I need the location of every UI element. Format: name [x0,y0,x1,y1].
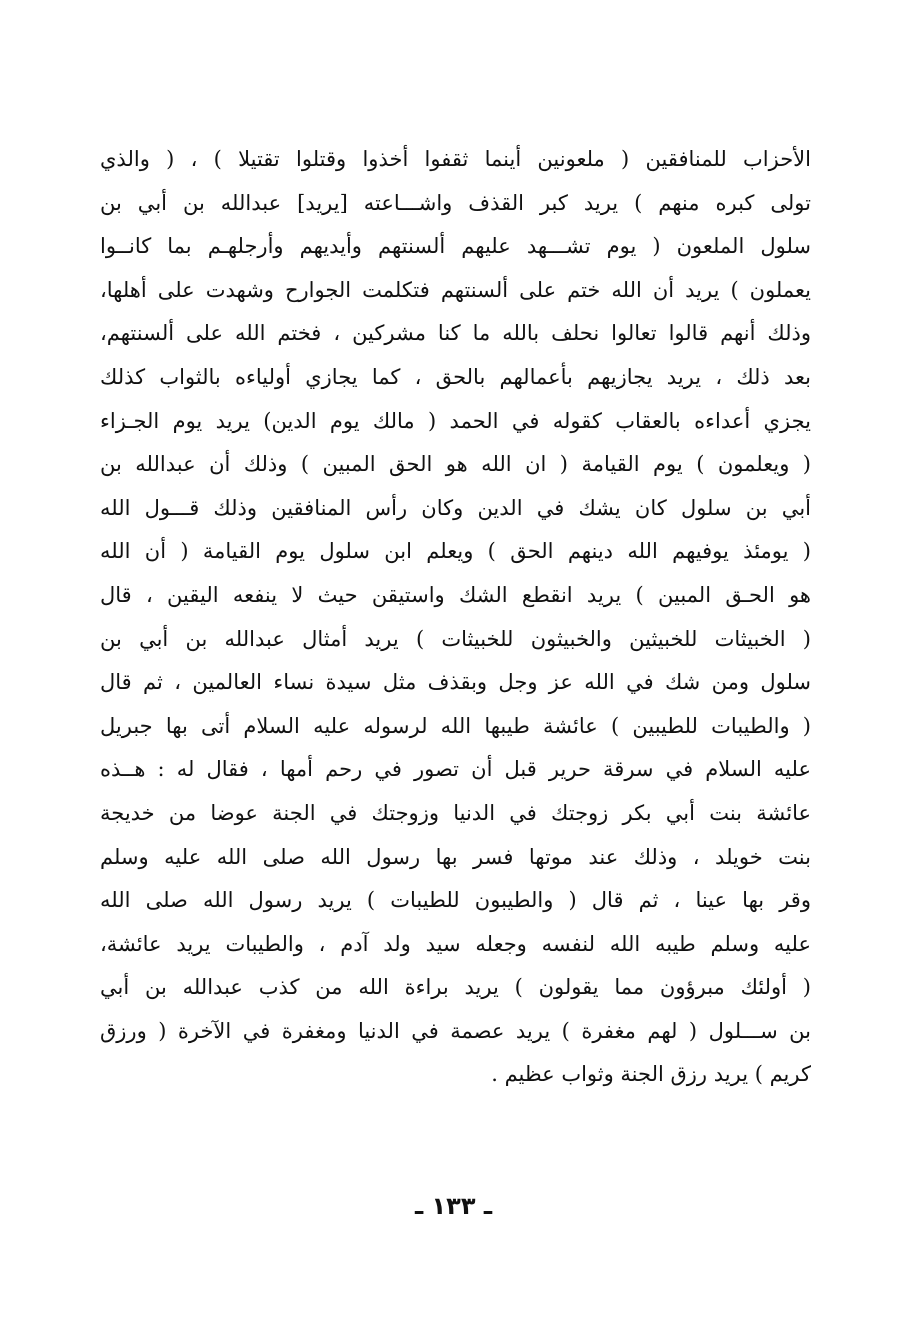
text-line: ( والطيبات للطيبين ) عائشة طيبها الله لرسوله عليه السلام أتى بها جبريل [100,713,811,738]
text-line: بن ســـلول ( لهم مغفرة ) يريد عصمة في الدنيا ومغفرة في الآخرة ( ورزق [100,1018,811,1043]
text-line: أبي بن سلول كان يشك في الدين وكان رأس المنافقين وذلك قـــول الله [100,495,811,520]
text-line: تولى كبره منهم ) يريد كبر القذف واشـــاعته [يريد] عبدالله بن أبي بن [100,190,811,215]
text-line: عليه السلام في سرقة حرير قبل أن تصور في رحم أمها ، فقال له : هــذه [100,757,811,782]
body-text [100,138,811,1097]
text-line: يعملون ) يريد أن الله ختم على ألسنتهم فتكلمت الجوارح وشهدت على أهلها، [100,277,811,302]
text-line: سلول ومن شك في الله عز وجل وبقذف مثل سيدة نساء العالمين ، ثم قال [100,670,811,695]
text-line: الأحزاب للمنافقين ( ملعونين أينما ثقفوا أخذوا وقتلوا تقتيلا ) ، ( والذي [100,147,811,171]
text-line-last: كريم ) يريد رزق الجنة وثواب عظيم . [491,1062,811,1087]
page-number: ـ ١٣٣ ـ [414,1192,493,1220]
text-line: بنت خويلد ، وذلك عند موتها فسر بها رسول الله صلى الله عليه وسلم [100,844,811,869]
text-line: بعد ذلك ، يريد يجازيهم بأعمالهم بالحق ، كما يجازي أولياءه بالثواب كذلك [100,364,811,389]
text-line: يجزي أعداءه بالعقاب كقوله في الحمد ( مالك يوم الدين) يريد يوم الجـزاء [100,408,811,433]
text-line: وذلك أنهم قالوا تعالوا نحلف بالله ما كنا مشركين ، فختم الله على ألسنتهم، [100,321,811,346]
text-line: ( الخبيثات للخبيثين والخبيثون للخبيثات ) يريد أمثال عبدالله بن أبي بن [100,626,811,651]
text-line: ( ويعلمون ) يوم القيامة ( ان الله هو الحق المبين ) وذلك أن عبدالله بن [100,452,811,477]
text-line: عائشة بنت أبي بكر زوجتك في الدنيا وزوجتك في الجنة عوضا من خديجة [100,800,811,825]
text-line: سلول الملعون ( يوم تشـــهد عليهم ألسنتهم وأيديهم وأرجلهـم بما كانــوا [100,234,811,259]
text-line: وقر بها عينا ، ثم قال ( والطيبون للطيبات ) يريد رسول الله صلى الله [100,888,811,913]
text-line: ( أولئك مبرؤون مما يقولون ) يريد براءة الله من كذب عبدالله بن أبي [100,975,811,1000]
text-line: ( يومئذ يوفيهم الله دينهم الحق ) ويعلم ابن سلول يوم القيامة ( أن الله [100,539,811,564]
text-line: هو الحـق المبين ) يريد انقطع الشك واستيقن حيث لا ينفعه اليقين ، قال [100,582,811,607]
text-line: عليه وسلم طيبه الله لنفسه وجعله سيد ولد آدم ، والطيبات يريد عائشة، [100,931,811,956]
